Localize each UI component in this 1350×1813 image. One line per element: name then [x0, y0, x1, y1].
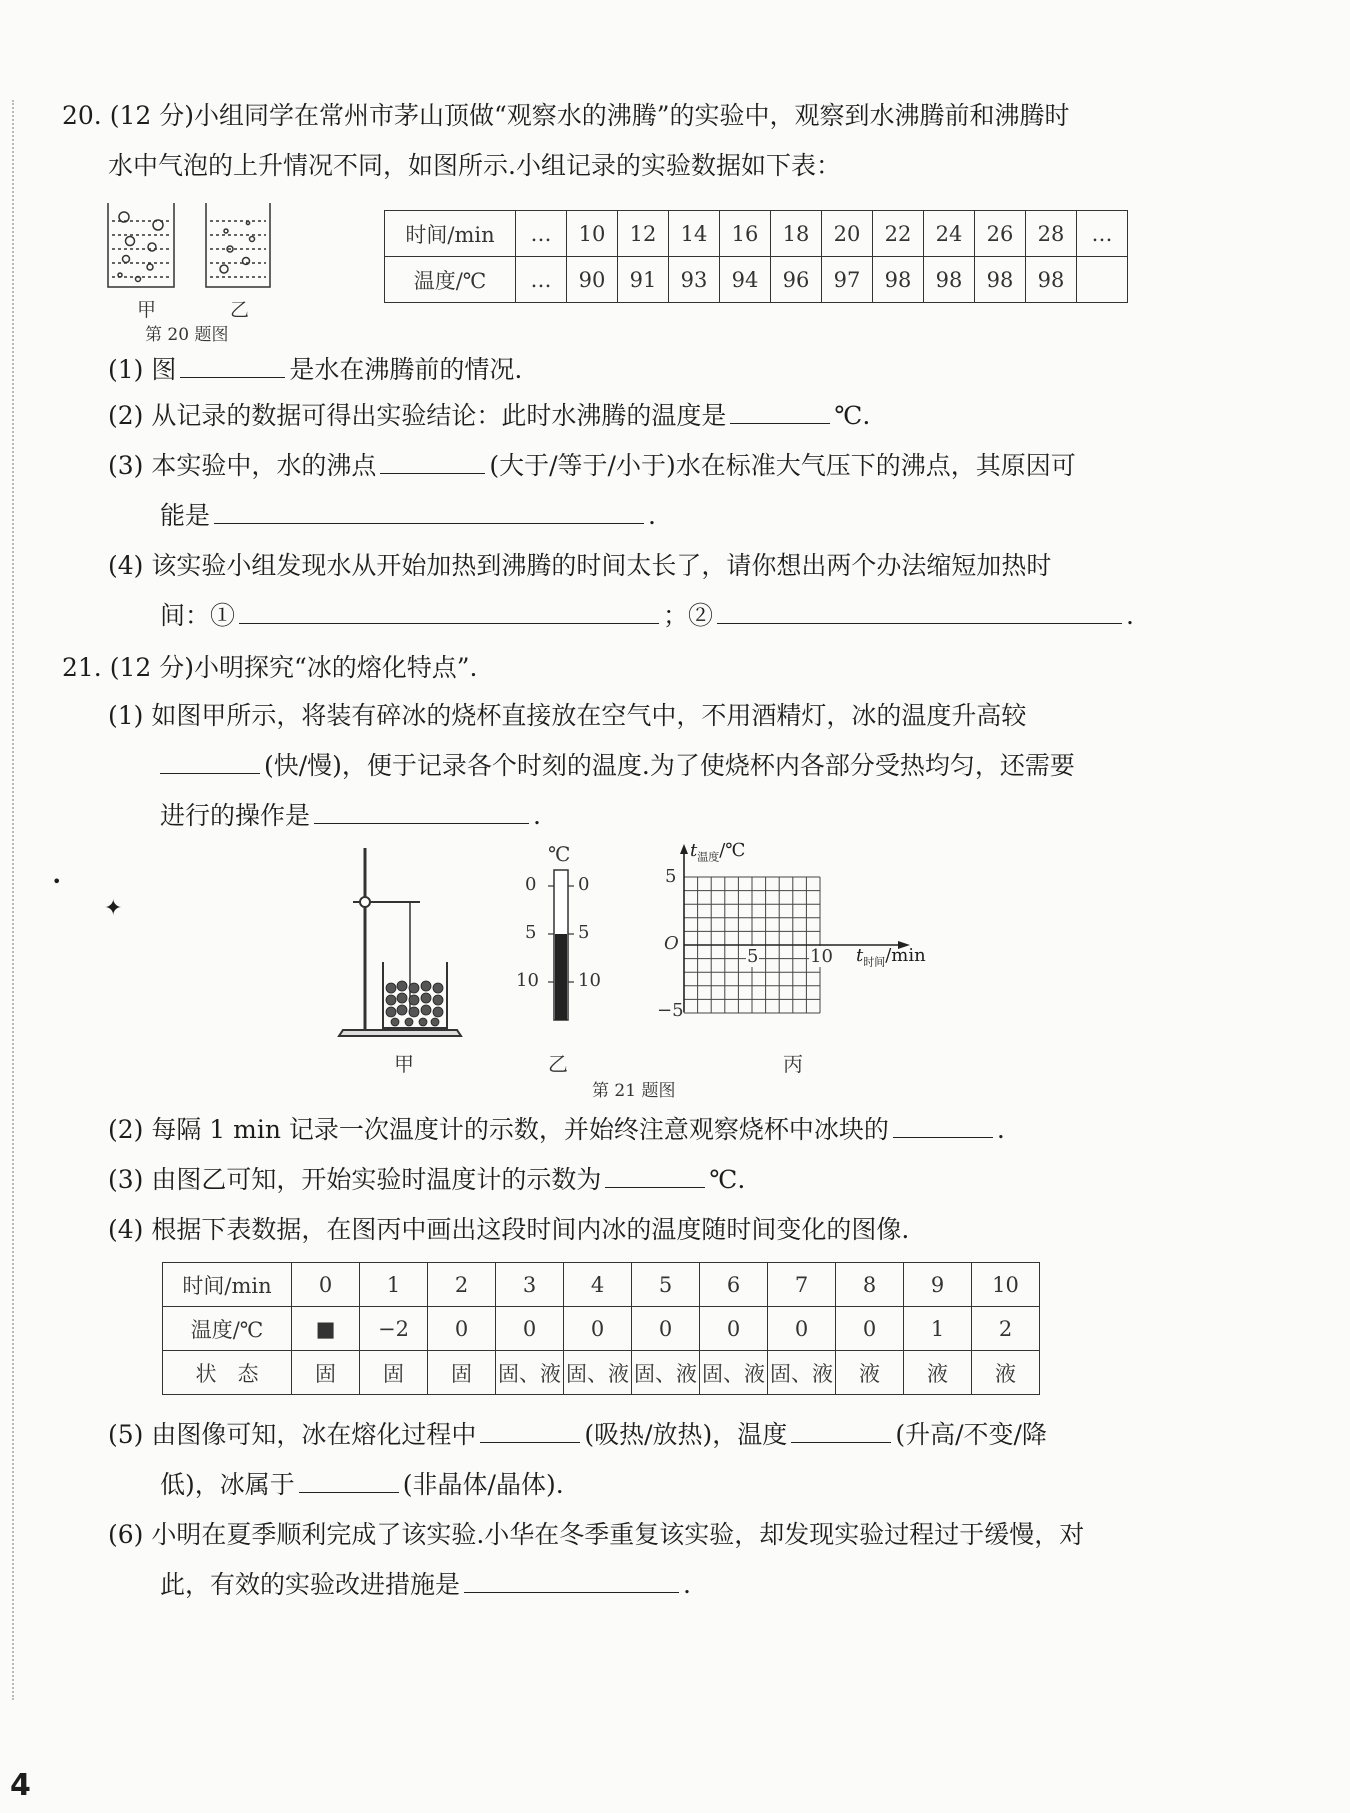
q20-time-header: 时间/min	[385, 211, 516, 257]
q20-temp-cell: 91	[618, 257, 669, 303]
q21-part1-text-d: .	[533, 801, 541, 830]
q20-part4: (4) 该实验小组发现水从开始加热到沸腾的时间太长了，请你想出两个办法缩短加热时	[108, 551, 1052, 580]
q21-fig-bing-grid	[660, 842, 940, 1022]
q20-part4-line2	[160, 596, 1134, 636]
q20-part3-text-d: .	[648, 501, 656, 530]
q20-part3-text-a: (3) 本实验中，水的沸点	[108, 451, 377, 480]
q21-part1-line3	[160, 796, 541, 836]
q21-part5-text-e: (非晶体/晶体).	[402, 1470, 564, 1499]
beaker-yi	[206, 203, 270, 287]
q21-part1-line2	[160, 746, 1075, 786]
q21-temp-cell: 0	[700, 1307, 768, 1351]
q20-line2: 水中气泡的上升情况不同，如图所示.小组记录的实验数据如下表：	[108, 151, 841, 180]
q20-time-cell: 12	[618, 211, 669, 257]
thermo-tick-left-5: 5	[525, 922, 537, 943]
q21-part3-text-b: ℃.	[709, 1165, 746, 1194]
q21-part3-text-a: (3) 由图乙可知，开始实验时温度计的示数为	[108, 1165, 602, 1194]
graph-x-tick-10: 10	[810, 946, 833, 967]
q20-time-cell: 26	[975, 211, 1026, 257]
page-number: 4	[10, 1768, 31, 1803]
q21-time-cell: 8	[836, 1263, 904, 1307]
q21-part1-speed-blank[interactable]	[160, 747, 260, 774]
q21-fig-label-yi: 乙	[548, 1052, 568, 1076]
q21-state-cell: 固、液	[768, 1351, 836, 1395]
q21-time-cell: 9	[904, 1263, 972, 1307]
q21-part5	[108, 1415, 1047, 1455]
beaker-jia	[108, 203, 174, 287]
q21-part1-operation-blank[interactable]	[314, 797, 529, 824]
q21-part1-text-b: (快/慢)，便于记录各个时刻的温度.为了使烧杯内各部分受热均匀，还需要	[264, 751, 1075, 780]
q21-fig-label-bing: 丙	[783, 1052, 803, 1076]
q21-time-cell: 4	[564, 1263, 632, 1307]
q20-temp-cell: 98	[975, 257, 1026, 303]
q21-part6: (6) 小明在夏季顺利完成了该实验.小华在冬季重复该实验，却发现实验过程过于缓慢，对	[108, 1520, 1085, 1549]
q21-part5-text-b: (吸热/放热)，温度	[584, 1420, 788, 1449]
q21-time-cell: 3	[496, 1263, 564, 1307]
thermometer-liquid-column	[555, 934, 567, 1020]
q21-state-header: 状 态	[163, 1351, 292, 1395]
q21-part6-text-c: .	[683, 1570, 691, 1599]
q21-part3	[108, 1160, 745, 1200]
q21-state-cell: 液	[836, 1351, 904, 1395]
q20-part1-text-a: (1) 图	[108, 355, 177, 384]
q20-temp-cell: 93	[669, 257, 720, 303]
q21-state-row	[163, 1351, 1040, 1395]
graph-y-axis-label	[690, 840, 745, 865]
q21-fig-jia-apparatus	[335, 840, 465, 1040]
q20-line1: 20. (12 分)小组同学在常州市茅山顶做“观察水的沸腾”的实验中，观察到水沸腾前和沸腾时	[62, 101, 1070, 130]
graph-x-label-unit: /min	[885, 945, 926, 966]
q20-temp-cell: …	[516, 257, 567, 303]
q20-part2-answer-blank[interactable]	[730, 397, 830, 424]
q21-part2	[108, 1110, 1005, 1150]
q21-temp-cell: ■	[292, 1307, 360, 1351]
q21-temp-row	[163, 1307, 1040, 1351]
q20-temp-cell: 90	[567, 257, 618, 303]
q21-part5-text-a: (5) 由图像可知，冰在熔化过程中	[108, 1420, 477, 1449]
q21-part6-improvement-blank[interactable]	[464, 1566, 679, 1593]
q21-part3-answer-blank[interactable]	[605, 1161, 705, 1188]
margin-mark: •	[52, 872, 62, 891]
q21-state-cell: 固、液	[700, 1351, 768, 1395]
q21-part1-line1: (1) 如图甲所示，将装有碎冰的烧杯直接放在空气中，不用酒精灯，冰的温度升高较	[108, 701, 1027, 730]
q21-thermo-unit: ℃	[548, 842, 571, 866]
q21-state-cell: 固、液	[496, 1351, 564, 1395]
q20-temp-cell: 98	[1026, 257, 1077, 303]
q20-time-cell: 14	[669, 211, 720, 257]
q20-time-cell: 24	[924, 211, 975, 257]
thermo-tick-right-5: 5	[578, 922, 590, 943]
q21-part5-heat-blank[interactable]	[480, 1416, 580, 1443]
q20-temp-cell: 94	[720, 257, 771, 303]
graph-x-axis-label	[856, 945, 926, 970]
graph-y-label-unit: /℃	[719, 840, 746, 861]
q21-time-row	[163, 1263, 1040, 1307]
q21-time-cell: 2	[428, 1263, 496, 1307]
q20-beakers-figure	[100, 195, 280, 315]
q20-time-cell: 28	[1026, 211, 1077, 257]
q20-time-row	[385, 211, 1128, 257]
thermo-tick-left-0: 0	[525, 874, 537, 895]
graph-x-label-sub: 时间	[863, 955, 886, 969]
q21-part2-text-a: (2) 每隔 1 min 记录一次温度计的示数，并始终注意观察烧杯中冰块的	[108, 1115, 889, 1144]
margin-mark: ✦	[104, 896, 123, 921]
q21-state-cell: 固	[428, 1351, 496, 1395]
q20-part2	[108, 396, 870, 436]
q21-state-cell: 固	[360, 1351, 428, 1395]
q20-part1-text-b: 是水在沸腾前的情况.	[289, 355, 523, 384]
graph-x-tick-5: 5	[747, 946, 759, 967]
q21-time-cell: 6	[700, 1263, 768, 1307]
q21-time-header: 时间/min	[163, 1263, 292, 1307]
q21-part6-text-b: 此，有效的实验改进措施是	[160, 1570, 461, 1599]
graph-y-label-t: t	[690, 840, 698, 861]
binding-margin-line	[12, 100, 14, 1700]
q20-time-cell: …	[1077, 211, 1128, 257]
q20-part4-text-c: ；②	[663, 601, 714, 630]
thermo-tick-right-10: 10	[578, 970, 601, 991]
q21-part4: (4) 根据下表数据，在图丙中画出这段时间内冰的温度随时间变化的图像.	[108, 1215, 910, 1244]
q20-part4-text-b: 间：①	[160, 601, 236, 630]
q20-fig-label-yi: 乙	[230, 299, 250, 321]
q21-temp-cell: 0	[836, 1307, 904, 1351]
q21-part5-line2	[160, 1465, 564, 1505]
q20-part4-text-d: .	[1126, 601, 1134, 630]
q21-part2-answer-blank[interactable]	[893, 1111, 993, 1138]
q20-part3	[108, 446, 1076, 486]
q21-temp-cell: 1	[904, 1307, 972, 1351]
q21-temp-cell: 0	[496, 1307, 564, 1351]
q21-part5-type-blank[interactable]	[299, 1466, 399, 1493]
q21-part5-text-c: (升高/不变/降	[895, 1420, 1047, 1449]
q20-temp-row	[385, 257, 1128, 303]
q21-part2-text-b: .	[996, 1115, 1005, 1144]
q20-time-cell: 22	[873, 211, 924, 257]
q21-time-cell: 7	[768, 1263, 836, 1307]
q20-fig-caption: 第 20 题图	[145, 325, 229, 345]
q20-part1-answer-blank[interactable]	[180, 351, 285, 378]
q20-time-cell: 20	[822, 211, 873, 257]
q21-data-table	[162, 1262, 1040, 1395]
crushed-ice	[386, 981, 443, 1026]
q21-part5-text-d: 低)，冰属于	[160, 1470, 295, 1499]
q20-part4-method2-blank[interactable]	[717, 597, 1122, 624]
q20-part2-text-b: ℃.	[834, 401, 871, 430]
q21-time-cell: 10	[972, 1263, 1040, 1307]
graph-y-tick-5: 5	[665, 866, 677, 887]
graph-x-label-t: t	[856, 945, 864, 966]
thermo-tick-right-0: 0	[578, 874, 590, 895]
q20-part3-line2	[160, 496, 656, 536]
q21-time-cell: 0	[292, 1263, 360, 1307]
q20-temp-header: 温度/℃	[385, 257, 516, 303]
q20-part2-text-a: (2) 从记录的数据可得出实验结论：此时水沸腾的温度是	[108, 401, 727, 430]
q21-part6-line2	[160, 1565, 691, 1605]
q20-part3-text-c: 能是	[160, 501, 211, 530]
q20-time-cell: 10	[567, 211, 618, 257]
q20-fig-label-jia: 甲	[137, 299, 157, 321]
q20-data-table	[384, 210, 1128, 303]
q20-part4-method1-blank[interactable]	[239, 597, 659, 624]
q20-temp-cell: 98	[924, 257, 975, 303]
q21-fig-yi-thermometer	[544, 868, 580, 1028]
q21-part5-temp-blank[interactable]	[791, 1416, 891, 1443]
graph-origin-label: O	[664, 933, 679, 954]
q21-temp-cell: 0	[428, 1307, 496, 1351]
q21-temp-cell: 0	[632, 1307, 700, 1351]
q20-part1	[108, 350, 522, 390]
q21-part1-text-c: 进行的操作是	[160, 801, 311, 830]
q21-fig-caption: 第 21 题图	[592, 1081, 676, 1101]
q20-time-cell: 16	[720, 211, 771, 257]
q21-state-cell: 固、液	[632, 1351, 700, 1395]
q21-temp-cell: −2	[360, 1307, 428, 1351]
q21-title: 21. (12 分)小明探究“冰的熔化特点”.	[62, 653, 478, 682]
q21-time-cell: 5	[632, 1263, 700, 1307]
q20-temp-cell: 97	[822, 257, 873, 303]
q21-temp-header: 温度/℃	[163, 1307, 292, 1351]
thermo-tick-left-10: 10	[516, 970, 539, 991]
q21-temp-cell: 0	[564, 1307, 632, 1351]
q21-temp-cell: 2	[972, 1307, 1040, 1351]
q21-state-cell: 固	[292, 1351, 360, 1395]
y-axis-arrow	[680, 844, 688, 854]
q20-temp-cell: 98	[873, 257, 924, 303]
q20-part3-answer-blank[interactable]	[380, 447, 485, 474]
graph-y-label-sub: 温度	[697, 850, 720, 864]
q21-state-cell: 液	[972, 1351, 1040, 1395]
q20-part3-text-b: (大于/等于/小于)水在标准大气压下的沸点，其原因可	[489, 451, 1076, 480]
q20-time-cell: 18	[771, 211, 822, 257]
q20-temp-cell: 96	[771, 257, 822, 303]
q21-state-cell: 液	[904, 1351, 972, 1395]
q20-part3-reason-blank[interactable]	[214, 497, 644, 524]
q21-state-cell: 固、液	[564, 1351, 632, 1395]
q21-temp-cell: 0	[768, 1307, 836, 1351]
graph-y-tick-neg5: −5	[657, 1000, 684, 1021]
q21-time-cell: 1	[360, 1263, 428, 1307]
q20-temp-cell[interactable]	[1077, 257, 1128, 303]
q20-time-cell: …	[516, 211, 567, 257]
q21-fig-label-jia: 甲	[394, 1052, 414, 1076]
